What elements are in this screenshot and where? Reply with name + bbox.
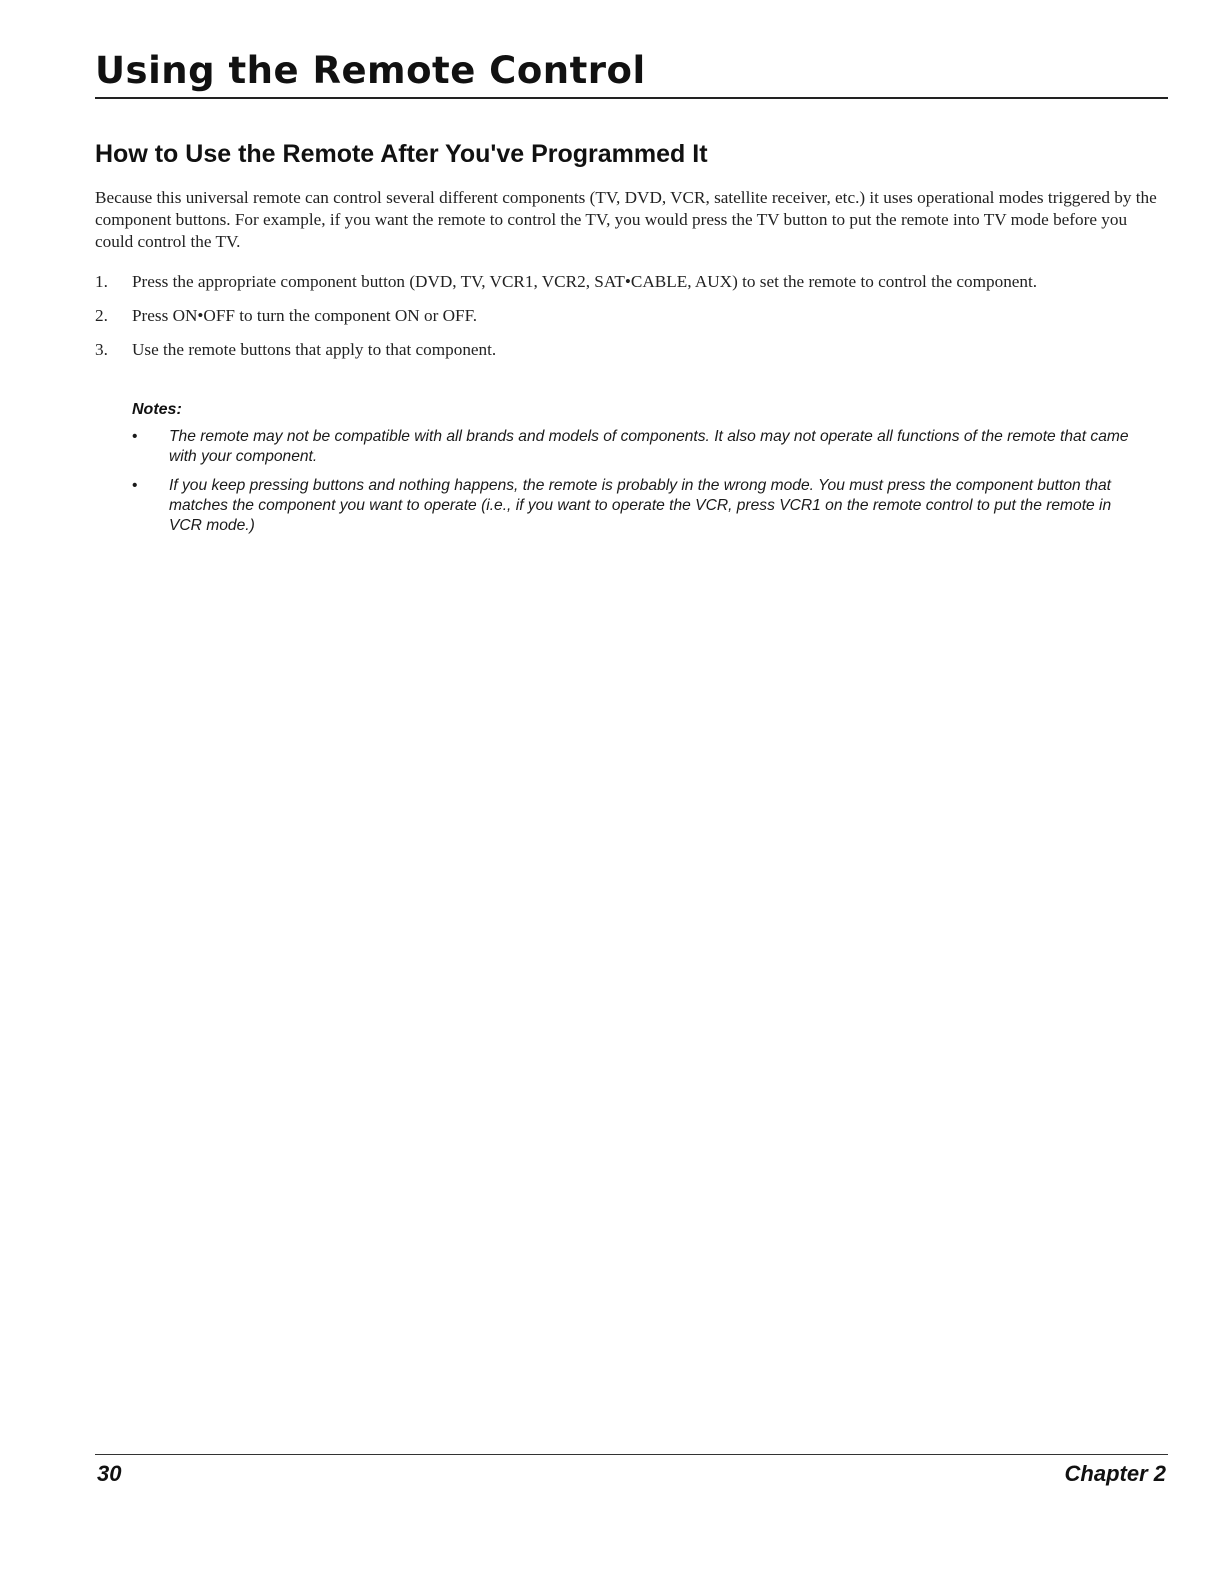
step-number: 1. [95,272,108,291]
step-item [95,339,1165,361]
page-number: 30 [97,1461,122,1486]
step-text: Press the appropriate component button (DVD, TV, VCR1, VCR2, SAT•CABLE, AUX) to set the remote to control the component. [132,272,1038,291]
section-heading: How to Use the Remote After You've Programmed It [95,140,708,168]
step-text: Press ON•OFF to turn the component ON or OFF. [132,306,478,325]
chapter-label: Chapter 2 [1064,1461,1166,1486]
steps-list [95,271,1165,373]
step-number: 2. [95,306,108,325]
note-item [132,427,1142,467]
notes-label: Notes: [132,401,182,418]
bullet-icon: • [132,477,138,494]
step-number: 3. [95,340,108,359]
step-text: Use the remote buttons that apply to that component. [132,340,497,359]
step-item [95,305,1165,327]
notes-list [132,427,1142,545]
note-text: The remote may not be compatible with all brands and models of components. It also may not operate all functions of the remote that came with your component. [169,428,1129,465]
note-text: If you keep pressing buttons and nothing happens, the remote is probably in the wrong mode. You must press the component button that matches the component you want to operate (i.e., if you want to operate the VCR, press VCR1 on the remote control to put the remote in VCR mode.) [169,477,1112,534]
note-item [132,476,1142,536]
intro-paragraph: Because this universal remote can control several different components (TV, DVD, VCR, satellite receiver, etc.) it uses operational modes triggered by the component buttons. For example, if you want the remote to control the TV, you would press the TV button to put the remote into TV mode before you could control the TV. [95,188,1157,251]
bullet-icon: • [132,428,138,445]
title-divider [95,97,1168,99]
step-item [95,271,1165,293]
footer-divider [95,1454,1168,1455]
chapter-title: Using the Remote Control [95,49,646,92]
